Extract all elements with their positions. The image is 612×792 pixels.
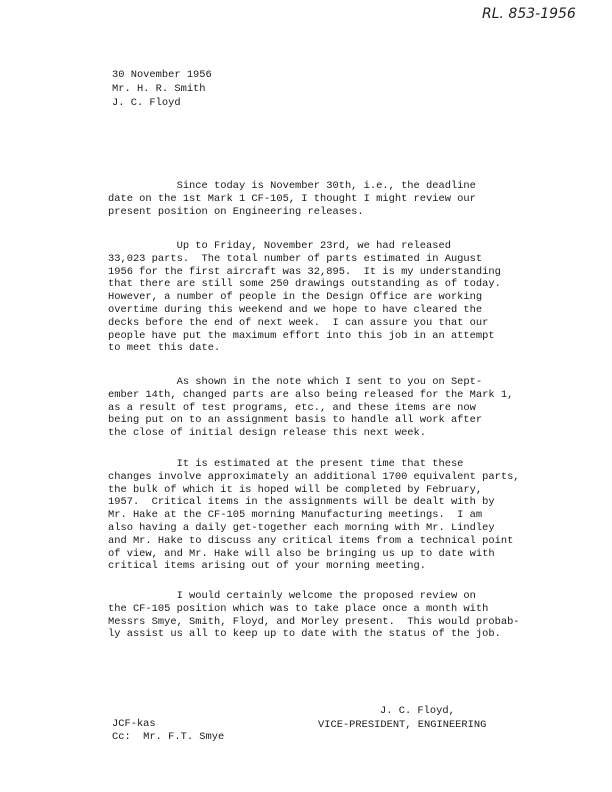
memo-sender: J. C. Floyd [112,97,181,109]
paragraph-line: Mr. Hake at the CF-105 morning Manufacturing meetings. I am [108,509,483,522]
paragraph-line: of view, and Mr. Hake will also be bringing us up to date with [108,547,495,560]
paragraph-line: ember 14th, changed parts are also being released for the Mark 1, [108,388,514,401]
paragraph-line: I would certainly welcome the proposed review on [108,590,476,602]
paragraph-line: to meet this date. [108,342,221,355]
paragraph-line: It is estimated at the present time that these [108,458,464,470]
paragraph-line: As shown in the note which I sent to you on Sept- [108,376,483,388]
paragraph-2 [108,240,500,355]
paragraph-line: that there are still some 250 drawings outstanding as of today. [108,278,501,291]
signature-title: VICE-PRESIDENT, ENGINEERING [318,719,487,731]
paragraph-5 [108,590,520,641]
paragraph-line: 1957. Critical items in the assignments will be dealt with by [108,496,495,509]
paragraph-line: Up to Friday, November 23rd, we had released [108,240,451,252]
paragraph-line: present position on Engineering releases. [108,205,364,218]
carbon-copy: Cc: Mr. F.T. Smye [112,731,225,743]
reference-block [112,718,224,744]
paragraph-line: the CF-105 position which was to take place once a month with [108,602,489,615]
paragraph-line: changes involve approximately an additional 1700 equivalent parts, [108,470,520,483]
paragraph-line: However, a number of people in the Design Office are working [108,291,483,304]
paragraph-line: Messrs Smye, Smith, Floyd, and Morley present. This would probab- [108,615,520,628]
paragraph-line: as a result of test programs, etc., and these items are now [108,401,476,414]
paragraph-line: 1956 for the first aircraft was 32,895. It is my understanding [108,265,501,278]
paragraph-line: being put on to an assignment basis to handle all work after [108,414,483,427]
paragraph-line: the bulk of which it is hoped will be completed by February, [108,483,483,496]
memo-heading [112,68,212,110]
memo-date: 30 November 1956 [112,69,212,81]
memo-recipient: Mr. H. R. Smith [112,83,206,95]
paragraph-line: the close of initial design release this next week. [108,427,427,440]
signature-name: J. C. Floyd, [380,705,455,717]
paragraph-line: people have put the maximum effort into this job in an attempt [108,329,495,342]
paragraph-line: decks before the end of next week. I can assure you that our [108,316,489,329]
paragraph-line: critical items arising out of your morning meeting. [108,560,427,573]
paragraph-line: ly assist us all to keep up to date with the status of the job. [108,628,501,641]
paragraph-line: also having a daily get-together each morning with Mr. Lindley [108,521,495,534]
paragraph-line: overtime during this weekend and we hope to have cleared the [108,303,483,316]
paragraph-line: 33,023 parts. The total number of parts estimated in August [108,252,483,265]
signature-block [318,704,486,732]
paragraph-1 [108,180,500,218]
paragraph-line: and Mr. Hake to discuss any critical items from a technical point [108,534,514,547]
paragraph-line: Since today is November 30th, i.e., the deadline [108,180,476,192]
archive-reference-annotation: RL. 853-1956 [482,6,576,22]
paragraph-4 [108,458,520,573]
typist-initials: JCF-kas [112,718,156,730]
paragraph-line: date on the 1st Mark 1 CF-105, I thought I might review our [108,192,476,205]
paragraph-3 [108,376,514,440]
